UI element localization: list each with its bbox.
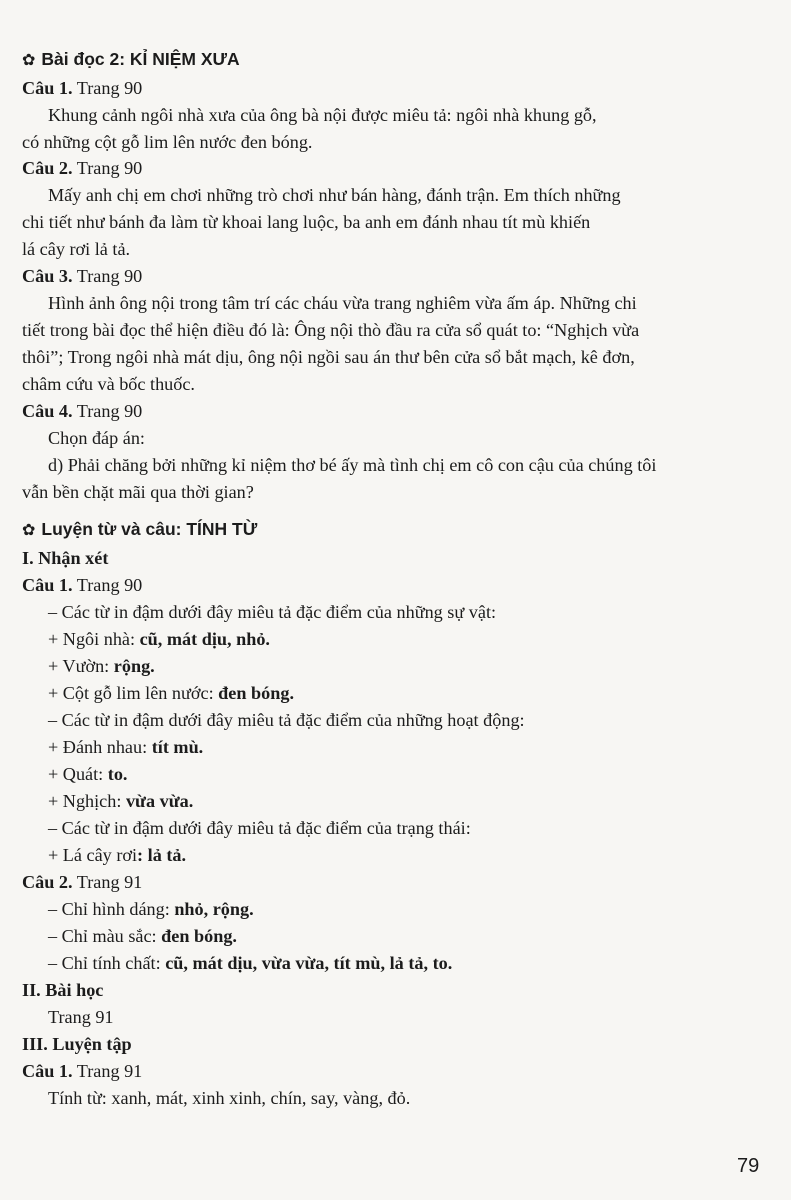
answer-text: chi tiết như bánh đa làm từ khoai lang luộc, ba anh em đánh nhau tít mù khiến <box>22 212 591 232</box>
answer-text: + Nghịch: vừa vừa. <box>48 791 194 811</box>
answer-text: – Các từ in đậm dưới đây miêu tả đặc điểm của những hoạt động: <box>48 710 525 730</box>
answer-text: có những cột gỗ lim lên nước đen bóng. <box>22 132 313 152</box>
flower-icon: ✿ <box>22 522 36 539</box>
answer-text: vẫn bền chặt mãi qua thời gian? <box>22 482 254 502</box>
answer-text: – Chỉ hình dáng: nhỏ, rộng. <box>48 899 254 919</box>
part-heading: II. Bài học <box>22 980 104 1000</box>
question-heading: Câu 2. Trang 91 <box>22 872 143 892</box>
answer-text: Mấy anh chị em chơi những trò chơi như bán hàng, đánh trận. Em thích những <box>48 185 621 205</box>
answer-text: d) Phải chăng bởi những kỉ niệm thơ bé ấy mà tình chị em cô con cậu của chúng tôi <box>48 455 657 475</box>
answer-text: lá cây rơi lả tả. <box>22 239 131 259</box>
question-heading: Câu 3. Trang 90 <box>22 266 143 286</box>
part-heading: III. Luyện tập <box>22 1034 132 1054</box>
answer-text: – Các từ in đậm dưới đây miêu tả đặc điểm của trạng thái: <box>48 818 471 838</box>
section-heading-grammar <box>22 518 257 542</box>
question-heading: Câu 4. Trang 90 <box>22 401 143 421</box>
question-heading: Câu 1. Trang 90 <box>22 575 143 595</box>
answer-text: tiết trong bài đọc thể hiện điều đó là: Ông nội thò đầu ra cửa sổ quát to: “Nghịch vừa <box>22 320 640 340</box>
answer-text: Hình ảnh ông nội trong tâm trí các cháu vừa trang nghiêm vừa ấm áp. Những chi <box>48 293 637 313</box>
section-heading-reading <box>22 48 240 72</box>
answer-text: – Chỉ tính chất: cũ, mát dịu, vừa vừa, tít mù, lả tả, to. <box>48 953 453 973</box>
answer-text: + Ngôi nhà: cũ, mát dịu, nhỏ. <box>48 629 270 649</box>
answer-text: Trang 91 <box>48 1007 114 1027</box>
answer-text: + Đánh nhau: tít mù. <box>48 737 204 757</box>
question-heading: Câu 2. Trang 90 <box>22 158 143 178</box>
part-heading: I. Nhận xét <box>22 548 109 568</box>
flower-icon: ✿ <box>22 52 36 69</box>
answer-text: Khung cảnh ngôi nhà xưa của ông bà nội được miêu tả: ngôi nhà khung gỗ, <box>48 105 597 125</box>
question-heading: Câu 1. Trang 91 <box>22 1061 143 1081</box>
page-number: 79 <box>737 1155 760 1177</box>
answer-text: thôi”; Trong ngôi nhà mát dịu, ông nội ngồi sau án thư bên cửa sổ bắt mạch, kê đơn, <box>22 347 635 367</box>
answer-text: – Chỉ màu sắc: đen bóng. <box>48 926 237 946</box>
answer-text: + Vườn: rộng. <box>48 656 155 676</box>
answer-text: Chọn đáp án: <box>48 428 145 448</box>
answer-text: + Quát: to. <box>48 764 128 784</box>
section-title: Bài đọc 2: KỈ NIỆM XƯA <box>41 49 240 69</box>
answer-text: châm cứu và bốc thuốc. <box>22 374 195 394</box>
question-heading: Câu 1. Trang 90 <box>22 78 143 98</box>
answer-text: + Cột gỗ lim lên nước: đen bóng. <box>48 683 294 703</box>
answer-text: Tính từ: xanh, mát, xinh xinh, chín, say, vàng, đỏ. <box>48 1088 411 1108</box>
section-title: Luyện từ và câu: TÍNH TỪ <box>41 519 258 539</box>
answer-text: + Lá cây rơi: lả tả. <box>48 845 187 865</box>
answer-text: – Các từ in đậm dưới đây miêu tả đặc điểm của những sự vật: <box>48 602 497 622</box>
